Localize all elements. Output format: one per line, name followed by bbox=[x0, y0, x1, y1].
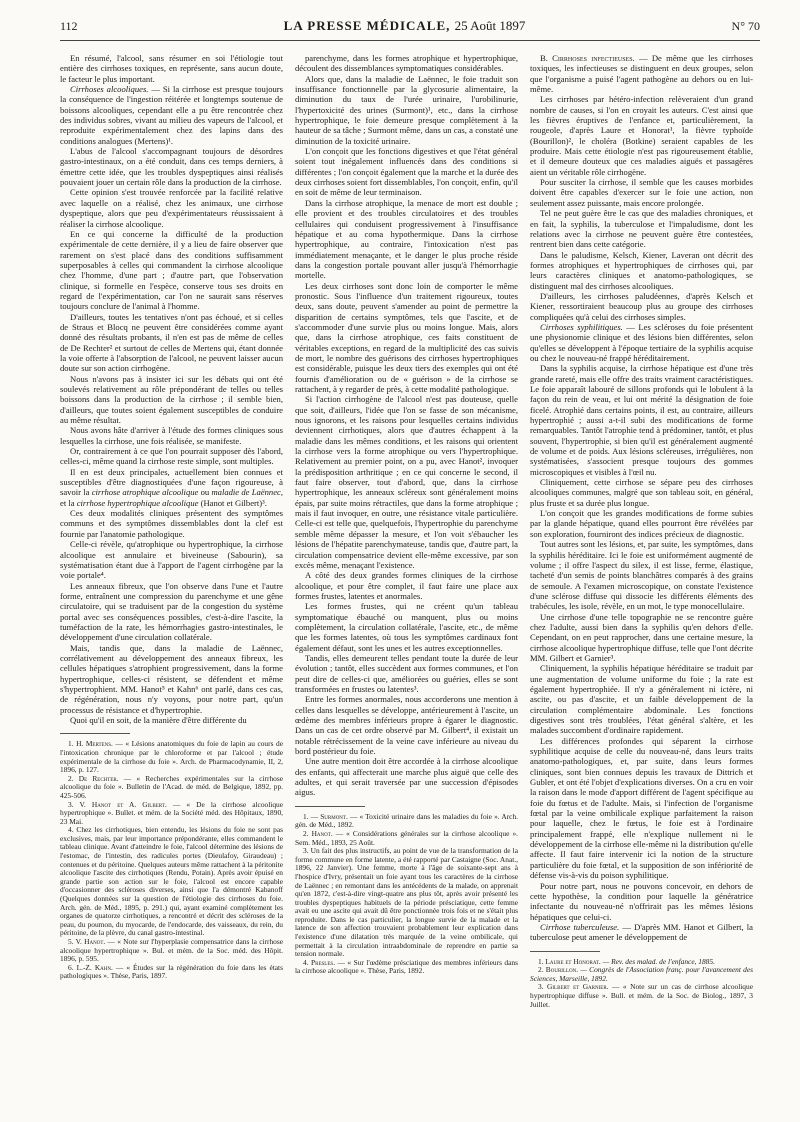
paragraph: Tel ne peut guère être le cas que des maladies chroniques, et en fait, la syphilis, la tuberculose et l'impaludisme, dont les relations avec la cirrhose ne peuvent guère être contestées, rentrent bien dans cette catégorie. bbox=[530, 208, 753, 250]
footnote-text: — « Note sur l'hyperplasie compensatrice dans la cirrhose alcoolique hypertrophique ». Bul. et mém. de la Soc. méd. des Hôpit. 1896, p. 595. bbox=[60, 937, 283, 964]
paragraph: Tandis, elles demeurent telles pendant toute la durée de leur évolution ; tantôt, elles succèdent aux formes communes, et l'on peut dire de celles-ci que, améliorées ou guéries, elles se sont transformées en frustes ou latentes³. bbox=[295, 652, 518, 694]
column-3 bbox=[530, 53, 753, 1115]
paragraph: Or, contrairement à ce que l'on pourrait supposer dès l'abord, celles-ci, même quand la cirrhose reste simple, sont multiples. bbox=[60, 446, 283, 467]
paragraph: Les deux cirrhoses sont donc loin de comporter le même pronostic. Sous l'influence d'un traitement rigoureux, toutes deux, sans doute, peuvent s'amender au point de permettre la disparition de certains symptômes, tels que l'ascite, et de s'accommoder d'une survie plus ou moins longue. Mais, alors que, dans la cirrhose atrophique, ces faits constituent de véritables exceptions, en regard de la multiplicité des cas suivis de mort, le nombre des guérisons des cirrhoses hypertrophiques est considérable, puisque les deux tiers des exemples qui ont été fournis d'amélioration ou de « guérison » de la cirrhose se rattachent, à y regarder de près, à cette modalité pathologique. bbox=[295, 280, 518, 394]
paragraph: Dans la cirrhose atrophique, la menace de mort est double ; elle provient et des troubles circulatoires et des troubles cellulaires qui conduisent progressivement à l'insuffisance hépatique et au coma hypothermique. Dans la cirrhose hypertrophique, au contraire, l'intoxication n'est pas immédiatement menaçante, et le danger le plus proche réside dans la congestion portale pouvant aller jusqu'à l'hémorrhagie mortelle. bbox=[295, 197, 518, 281]
section-cirrhoses-infectieuses bbox=[530, 53, 753, 94]
footnote bbox=[60, 775, 283, 801]
footnotes-column-2 bbox=[295, 813, 518, 976]
footnote bbox=[60, 964, 283, 981]
section-text: — Les scléroses du foie présentent une physionomie clinique et des lésions bien différentes, selon qu'elles se développent à l'époque tertiaire de la syphilis acquise ou chez le nouveau-né frappé héréditairement. bbox=[530, 321, 753, 363]
footnote-author: 5. V. Hanot. bbox=[68, 937, 106, 946]
footnote-text: — « Toxicité urinaire dans les maladies du foie ». Arch. gén. de Méd., 1892. bbox=[295, 811, 518, 830]
footnote-text: — « De la cirrhose alcoolique hypertrophique ». Bullet. et mém. de la Société méd. des Hôpitaux, 1890, 23 Mai. bbox=[60, 799, 283, 826]
running-header bbox=[60, 18, 760, 41]
paragraph: Nous avons hâte d'arriver à l'étude des formes cliniques sous lesquelles la cirrhose, une fois réalisée, se manifeste. bbox=[60, 425, 283, 446]
paragraph: En ce qui concerne la difficulté de la production expérimentale de cette dernière, il y a lieu de faire observer que rarement on s'est placé dans des conditions suffisamment superposables à celles qui commandent la cirrhose alcoolique chez l'homme, d'une part ; d'autre part, que l'observation clinique, si formelle en l'espèce, conserve tous ses droits en regard de l'expérimentation, car l'on ne saurait sans réserves toujours conclure de l'animal à l'homme. bbox=[60, 228, 283, 312]
term-atrophic: cirrhose atrophique alcoolique bbox=[91, 487, 199, 498]
issue-number: N° 70 bbox=[731, 19, 760, 33]
footnote bbox=[60, 740, 283, 774]
column-2 bbox=[295, 53, 518, 1115]
section-text: — D'après MM. Hanot et Gilbert, la tuberculose peut amener le développement de bbox=[530, 921, 753, 943]
footnote-author: 2. De Rechter. bbox=[68, 773, 119, 783]
paragraph: Entre les formes anormales, nous accorderons une mention à celles dans lesquelles se développe, antérieurement à l'ascite, un œdème des membres inférieurs propre à égarer le diagnostic. Dans un cas de cet ordre observé par M. Gilbert⁴, il existait un notable rétrécissement de la veine cave inférieure au niveau du bord postérieur du foie. bbox=[295, 694, 518, 757]
footnote bbox=[295, 959, 518, 976]
paragraph: Dans le paludisme, Kelsch, Kiener, Laveran ont décrit des formes atrophiques et hypertrophiques de cirrhoses qui, par leurs caractères cliniques et anatomo-pathologiques, se distinguent mal des cirrhoses alcooliques. bbox=[530, 249, 753, 291]
paragraph: parenchyme, dans les formes atrophique et hypertrophique, découlent des dissemblances symptomatiques considérables. bbox=[295, 53, 518, 74]
paragraph: D'ailleurs, toutes les tentatives n'ont pas échoué, et si celles de Straus et Blocq ne peuvent être considérées comme ayant donné des résultats probants, il n'en est pas de même de celles de De Rechter² et surtout de celles de Mertens qui, étant donnée la voie offerte à l'absorption de l'alcool, ne peuvent laisser aucun doute sur son action cirrhogène. bbox=[60, 311, 283, 374]
section-text: — De même que les cirrhoses toxiques, les infectieuses se distinguent en deux groupes, selon que l'organisme a puisé l'agent pathogène au dehors ou en lui-même. bbox=[530, 53, 753, 95]
footnote-author: 1. — Surmont. bbox=[303, 811, 348, 821]
footnote bbox=[295, 813, 518, 830]
paragraph: Les anneaux fibreux, que l'on observe dans l'une et l'autre forme, entraînent une compression du parenchyme et une gêne circulatoire, qui se traduisent par de la congestion du système portal avec ses conséquences possibles, c'est-à-dire l'ascite, la tuméfaction de la rate, les hémorrhagies gastro-intestinales, le développement d'une circulation collatérale. bbox=[60, 580, 283, 643]
paragraph: L'abus de l'alcool s'accompagnant toujours de désordres gastro-intestinaux, on a été conduit, dans ces temps derniers, à émettre cette idée, que les troubles dyspeptiques ainsi réalisés pouvaient jouer un certain rôle dans la production de la cirrhose. bbox=[60, 146, 283, 188]
paragraph: Tout autres sont les lésions, et, par suite, les symptômes, dans la syphilis héréditaire. Ici le foie est uniformément augmenté de volume ; il offre l'aspect du silex, il est lisse, ferme, élastique, tacheté d'un semis de points blanchâtres comparés à des grains de semoule. A l'examen microscopique, on constate l'existence d'une sclérose diffuse qui dissocie les différents éléments des trabécules, les isole, révèle, en un mot, le type monocellulaire. bbox=[530, 539, 753, 612]
term-laennec: maladie de Laënnec bbox=[211, 487, 281, 498]
section-heading: Cirrhoses alcooliques. bbox=[70, 84, 149, 95]
footnote-author: 2. Bourillon. bbox=[538, 965, 579, 975]
footnote-author: 1. Laure et Honorat. bbox=[538, 956, 601, 966]
paragraph: Cliniquement, cette cirrhose se sépare peu des cirrhoses alcooliques communes, malgré que son tableau soit, en général, plus fruste et sa durée plus longue. bbox=[530, 477, 753, 508]
paragraph: Ces deux modalités cliniques présentent des symptômes communs et des symptômes dissemblables dont la clef est fournie par l'anatomie pathologique. bbox=[60, 508, 283, 539]
section-cirrhoses-syphilitiques bbox=[530, 322, 753, 363]
footnote-author: 4. Presles. bbox=[303, 957, 336, 967]
footnote-text: — « Note sur un cas de cirrhose alcoolique hypertrophique diffuse ». Bull. et mém. de la Soc. de Biolog., 1897, 3 Juillet. bbox=[530, 982, 753, 1009]
footnote-text: — « Lésions anatomiques du foie de lapin au cours de l'intoxication chronique par le chloroforme et par l'alcool ; étude expérimentale de la cirrhose du foie ». Arch. de Pharmacodynamie, II, 2, 1896, p. 127. bbox=[60, 739, 283, 775]
paragraph: Si l'action cirrhogène de l'alcool n'est pas douteuse, quelle que soit, d'ailleurs, l'idée que l'on se fasse de son mécanisme, nous ignorons, et les raisons pour lesquelles certains individus deviennent cirrhotiques, alors que d'autres échappent à la maladie dans les mêmes conditions, et les raisons qui orientent la cirrhose vers la forme atrophique ou vers l'hypertrophique. Relativement au premier point, on a pu, avec Hanot², invoquer la prédisposition arthritique ; en ce qui concerne le second, il faut faire observer, tout d'abord, que, dans la cirrhose hypertrophique, les anneaux scléreux sont généralement moins épais, par suite moins rétractiles, que dans la forme atrophique ; mais il faut invoquer, en outre, une résistance vitale particulière. Celle-ci est telle que, quelquefois, l'hypertrophie du parenchyme semble même dépasser la mesure, et l'on voit s'ébaucher les lésions de l'hépatite parenchymateuse, tandis que, d'autre part, la circulation compensatrice devient elle-même excessive, par son excès même, menaçant l'existence. bbox=[295, 394, 518, 570]
paragraph: Nous n'avons pas à insister ici sur les débats qui ont été soulevés relativement au rôle prépondérant de telles ou telles boissons dans la production de la cirrhose ; il semble bien, d'ailleurs, que toutes soient également susceptibles de conduire au même résultat. bbox=[60, 373, 283, 426]
footnote bbox=[60, 801, 283, 827]
footnotes-column-3 bbox=[530, 958, 753, 1010]
footnote-text: — « Considérations générales sur la cirrhose alcoolique ». Sem. Méd., 1893, 25 Août. bbox=[295, 828, 518, 847]
paragraph: L'on conçoit que les fonctions digestives et que l'état général soient tout inégalement influencés dans des conditions si différentes ; l'on conçoit également que la marche et la durée des deux cirrhoses soient fort dissemblables, l'on conçoit, enfin, qu'il en soit de même de leur terminaison. bbox=[295, 146, 518, 198]
footnote bbox=[60, 938, 283, 964]
paragraph: Une cirrhose d'une telle topographie ne se rencontre guère chez l'adulte, aussi bien dans la syphilis qu'en dehors d'elle. Cependant, on en peut rapprocher, dans une certaine mesure, la cirrhose alcoolique hypertrophique diffuse, telle que l'ont décrite MM. Gilbert et Garnier³. bbox=[530, 611, 753, 663]
column-1 bbox=[60, 53, 283, 1115]
paragraph: D'ailleurs, les cirrhoses paludéennes, d'après Kelsch et Kiener, ressortiraient beaucoup plus au groupe des cirrhoses compliquées qu'à celui des cirrhoses simples. bbox=[530, 290, 753, 322]
paragraph: A côté des deux grandes formes cliniques de la cirrhose alcoolique, et pour être complet, il faut faire une place aux formes frustes, latentes et anormales. bbox=[295, 570, 518, 601]
paragraph: Les cirrhoses par hétéro-infection relèveraient d'un grand nombre de causes, si l'on en croyait les auteurs. C'est ainsi que les fièvres éruptives de l'enfance et, particulièrement, la rougeole, d'après Laure et Honorat¹, la fièvre typhoïde (Bourillon)², le choléra (Botkine) seraient capables de les produire. Mais cette étiologie n'est pas rigoureusement établie, et il demeure douteux que ces maladies aiguës et passagères aient un véritable rôle cirrhogène. bbox=[530, 94, 753, 177]
paragraph: Alors que, dans la maladie de Laënnec, le foie traduit son insuffisance fonctionnelle par la glycosurie alimentaire, la diminution du taux de l'urée urinaire, l'urobilinurie, l'hypertoxicité des urines (Surmont)¹, etc., dans la cirrhose hypertrophique, le foie demeure presque complètement à la hauteur de sa tâche ; Surmont même, dans un cas, a constaté une diminution de la toxicité urinaire. bbox=[295, 73, 518, 146]
footnote-text: — « Sur l'œdème présciatique des membres inférieurs dans la cirrhose alcoolique ». Thèse, Paris, 1892. bbox=[295, 957, 518, 976]
paragraph: Dans la syphilis acquise, la cirrhose hépatique est d'une très grande rareté, mais elle offre des traits vraiment caractéristiques. Le foie apparaît labouré de sillons profonds qui le lobulent à la façon du rein de veau, et lui ont mérité la désignation de foie ficelé. Atrophié dans certains points, il est, au contraire, ailleurs hypertrophié ; aussi a-t-il subi des modifications de forme remarquables. Tantôt l'atrophie tend à prédominer, tantôt, et plus souvent, l'hypertrophie, si bien qu'il est généralement augmenté de volume et de poids. Aux lésions scléreuses, irrégulières, non systématisées, s'associent presque toujours des gommes microscopiques et visibles à l'œil nu. bbox=[530, 363, 753, 477]
paragraph: Celle-ci révèle, qu'atrophique ou hypertrophique, la cirrhose alcoolique est annulaire et biveineuse (Sabourin), sa systématisation étant due à l'apport de l'agent cirrhogène par la voie portale⁴. bbox=[60, 539, 283, 581]
issue-date: 25 Août 1897 bbox=[454, 18, 526, 33]
section-text: — Si la cirrhose est presque toujours la conséquence de l'ingestion réitérée et longtemps soutenue de boissons alcooliques, cependant elle a pu être rencontrée chez des individus sobres, vivant au milieu des vapeurs de l'alcool, et reproduite expérimentalement chez des lapins dans des conditions analogues (Mertens)¹. bbox=[60, 84, 283, 146]
footnote bbox=[530, 983, 753, 1009]
footnote: 4. Chez les cirrhotiques, bien entendu, les lésions du foie ne sont pas exclusives, mais, par leur importance prépondérante, elles commandent le tableau clinique. Avant d'atteindre le foie, l'alcool détermine des lésions de l'estomac, de l'intestin, des radicules portes (Dieulafoy, Giraudeau) ; contenues et du péritoine. Quelques auteurs même rattachent à la péritonite alcoolique l'ascite des cirrhotiques (Rendu, Potain). Après avoir épuisé en grande partie son action sur le foie, l'alcool est encore capable d'occasionner des scléroses diverses, ainsi que l'a démontré Kabanoff (Quelques données sur la question de l'étiologie des cirrhoses du foie. Arch. gén. de Méd., 1895, p. 291.) qui, ayant examiné complètement les organes de quatorze cirrhotiques, a rencontré et décrit des scléroses de la peau, du poumon, du myocarde, de l'endocarde, des vaisseaux, du rein, du péritoine, de la plèvre, du canal gastro-intestinal. bbox=[60, 825, 283, 938]
footnote-text: — « Études sur la régénération du foie dans les états pathologiques ». Thèse, Paris, 1897. bbox=[60, 962, 283, 981]
section-heading: B. Cirrhoses infectieuses. bbox=[540, 53, 635, 63]
footnote: 3. Un fait des plus instructifs, au point de vue de la transformation de la forme commune en forme latente, a été rapporté par Castaigne (Soc. Anat., 1896, 22 Janvier). Une femme, morte à l'âge de soixante-sept ans à l'hospice d'Ivry, présentait un foie ayant tous les caractères de la cirrhose de Laënnec ; en remontant dans les antécédents de la malade, on apprenait qu'en 1872, c'est-à-dire vingt-quatre ans plus tôt, après avoir présenté les troubles dyspeptiques habituels de la période présciatique, cette femme avait eu une ascite qui avait dû être ponctionnée trois fois et ne s'était plus reproduite. Dans le cas particulier, la longue survie de la malade et la latence de son affection trouvaient probablement leur explication dans l'existence d'une dilatation très marquée de la veine ombilicale, qui permettait à la circulation intraabdominale de reprendre en partie sa tension normale. bbox=[295, 846, 518, 959]
paragraph bbox=[60, 467, 283, 508]
footnote-rule bbox=[295, 806, 365, 807]
paragraph: Cette opinion s'est trouvée renforcée par la facilité relative avec laquelle on a réalisé, chez les animaux, une cirrhose dyspeptique, alors que peu d'expérimentateurs réussissaient à réaliser la cirrhose alcoolique. bbox=[60, 187, 283, 229]
text: ou bbox=[198, 487, 212, 498]
journal-name: LA PRESSE MÉDICALE, bbox=[283, 18, 451, 33]
paragraph: Cliniquement, la syphilis hépatique héréditaire se traduit par une augmentation de volume uniforme du foie ; la rate est également hypertrophiée. Il n'y a généralement ni ictère, ni ascite, ou pas d'ascite, et un faible développement de la circulation complémentaire abdominale. Les fonctions digestives sont très troublées, l'état général s'altère, et les malades succombent d'ordinaire rapidement. bbox=[530, 663, 753, 736]
footnote-author: 6. L.-Z. Kahn. bbox=[68, 962, 113, 972]
footnote-author: 2. Hanot. bbox=[303, 828, 333, 838]
paragraph: Mais, tandis que, dans la maladie de Laënnec, corrélativement au développement des anneaux fibreux, les cellules hépatiques s'atrophient progressivement, dans la forme hypertrophique, celles-ci résistent, se défendent et même s'hypertrophient. MM. Hanot⁵ et Kahn⁶ ont parlé, dans ces cas, de régénération, nous n'y voyons, pour notre part, qu'un processus de résistance et d'hypertrophie. bbox=[60, 642, 283, 715]
paragraph: En résumé, l'alcool, sans résumer en soi l'étiologie tout entière des cirrhoses toxiques, en représente, sans aucun doute, le facteur le plus important. bbox=[60, 53, 283, 84]
paragraph: Une autre mention doit être accordée à la cirrhose alcoolique des enfants, qui affecterait une marche plus aiguë que celle des adultes, et qui serait traversée par une succession d'épisodes aigus. bbox=[295, 756, 518, 798]
footnote-text: — Congrès de l'Association franç. pour l'avancement des Sciences, Marseille, 1892. bbox=[530, 965, 753, 983]
text: (Hanot et Gilbert)³. bbox=[198, 497, 267, 508]
section-cirrhose-tuberculeuse bbox=[530, 922, 753, 943]
section-heading: Cirrhoses syphilitiques. bbox=[540, 321, 623, 332]
text: , et la bbox=[60, 487, 283, 508]
section-cirrhoses-alcooliques bbox=[60, 84, 283, 146]
page-number: 112 bbox=[60, 19, 78, 33]
paragraph: Les différences profondes qui séparent la cirrhose syphilitique acquise de celle du nouveau-né, dans leurs traits anatomo-pathologiques, et, par suite, dans leurs formes cliniques, sont bien connues depuis les travaux de Dittrich et Gubler, et ont été l'objet d'explications diverses. On a cru en voir la raison dans le mode d'apport différent de l'agent spécifique au foie du fœtus et de l'adulte. Mais, si l'infection de l'organisme fœtal par la veine ombilicale explique parfaitement la raison pour laquelle, chez le fœtus, le foie est à l'ordinaire principalement frappé, elle n'explique nullement ni le développement de la cirrhose elle-même ni la distribution qu'elle affecte. Il faut faire intervenir ici la notion de la structure particulière du foie fœtal, et la supposition de son infériorité de défense vis-à-vis du poison syphilitique. bbox=[530, 735, 753, 881]
footnotes-column-1 bbox=[60, 740, 283, 981]
footnote bbox=[530, 966, 753, 983]
paragraph: Quoi qu'il en soit, de la manière d'être différente du bbox=[70, 715, 247, 725]
text: Il en est deux principales, actuellement bien connues et susceptibles d'être diagnostiquées d'une façon rigoureuse, à savoir la bbox=[60, 466, 283, 498]
footnote-author: 3. Gilbert et Garnier. bbox=[538, 982, 609, 992]
footnote-text: — Rev. des malad. de l'enfance, 1885. bbox=[600, 956, 715, 966]
paragraph: Pour susciter la cirrhose, il semble que les causes morbides doivent être capables d'exercer sur le foie une action, non seulement assez puissante, mais encore prolongée. bbox=[530, 177, 753, 208]
footnote-author: 3. V. Hanot et A. Gilbert. bbox=[68, 799, 167, 809]
footnote-rule bbox=[60, 733, 130, 734]
footnote bbox=[295, 830, 518, 847]
footnote-text: — « Recherches expérimentales sur la cirrhose alcoolique du foie ». Bulletin de l'Acad. de méd. de Belgique, 1892, pp. 425-506. bbox=[60, 773, 283, 800]
term-hypertrophic: cirrhose hypertrophique alcoolique bbox=[76, 497, 199, 508]
journal-title bbox=[284, 18, 526, 34]
columns bbox=[60, 53, 760, 1115]
paragraph: L'on conçoit que les grandes modifications de forme subies par la glande hépatique, quand elles pourront être révélées par son exploration, fourniront des indices précieux de diagnostic. bbox=[530, 508, 753, 539]
section-heading: Cirrhose tuberculeuse. bbox=[540, 921, 620, 932]
paragraph: Pour notre part, nous ne pouvons concevoir, en dehors de cette hypothèse, la condition pour laquelle la génératrice infectante du nouveau-né n'offrirait pas les mêmes lésions hépatiques que celui-ci. bbox=[530, 880, 753, 922]
footnote-author: 1. H. Mertens. bbox=[68, 739, 113, 749]
paragraph: Les formes frustes, qui ne créent qu'un tableau symptomatique ébauché ou manquent, plus ou moins complètement, la circulation collatérale, l'ascite, etc., de même que les formes latentes, où tous les symptômes cardinaux font également défaut, sont les unes et les autres exceptionnelles. bbox=[295, 601, 518, 653]
footnote-rule bbox=[530, 951, 600, 952]
